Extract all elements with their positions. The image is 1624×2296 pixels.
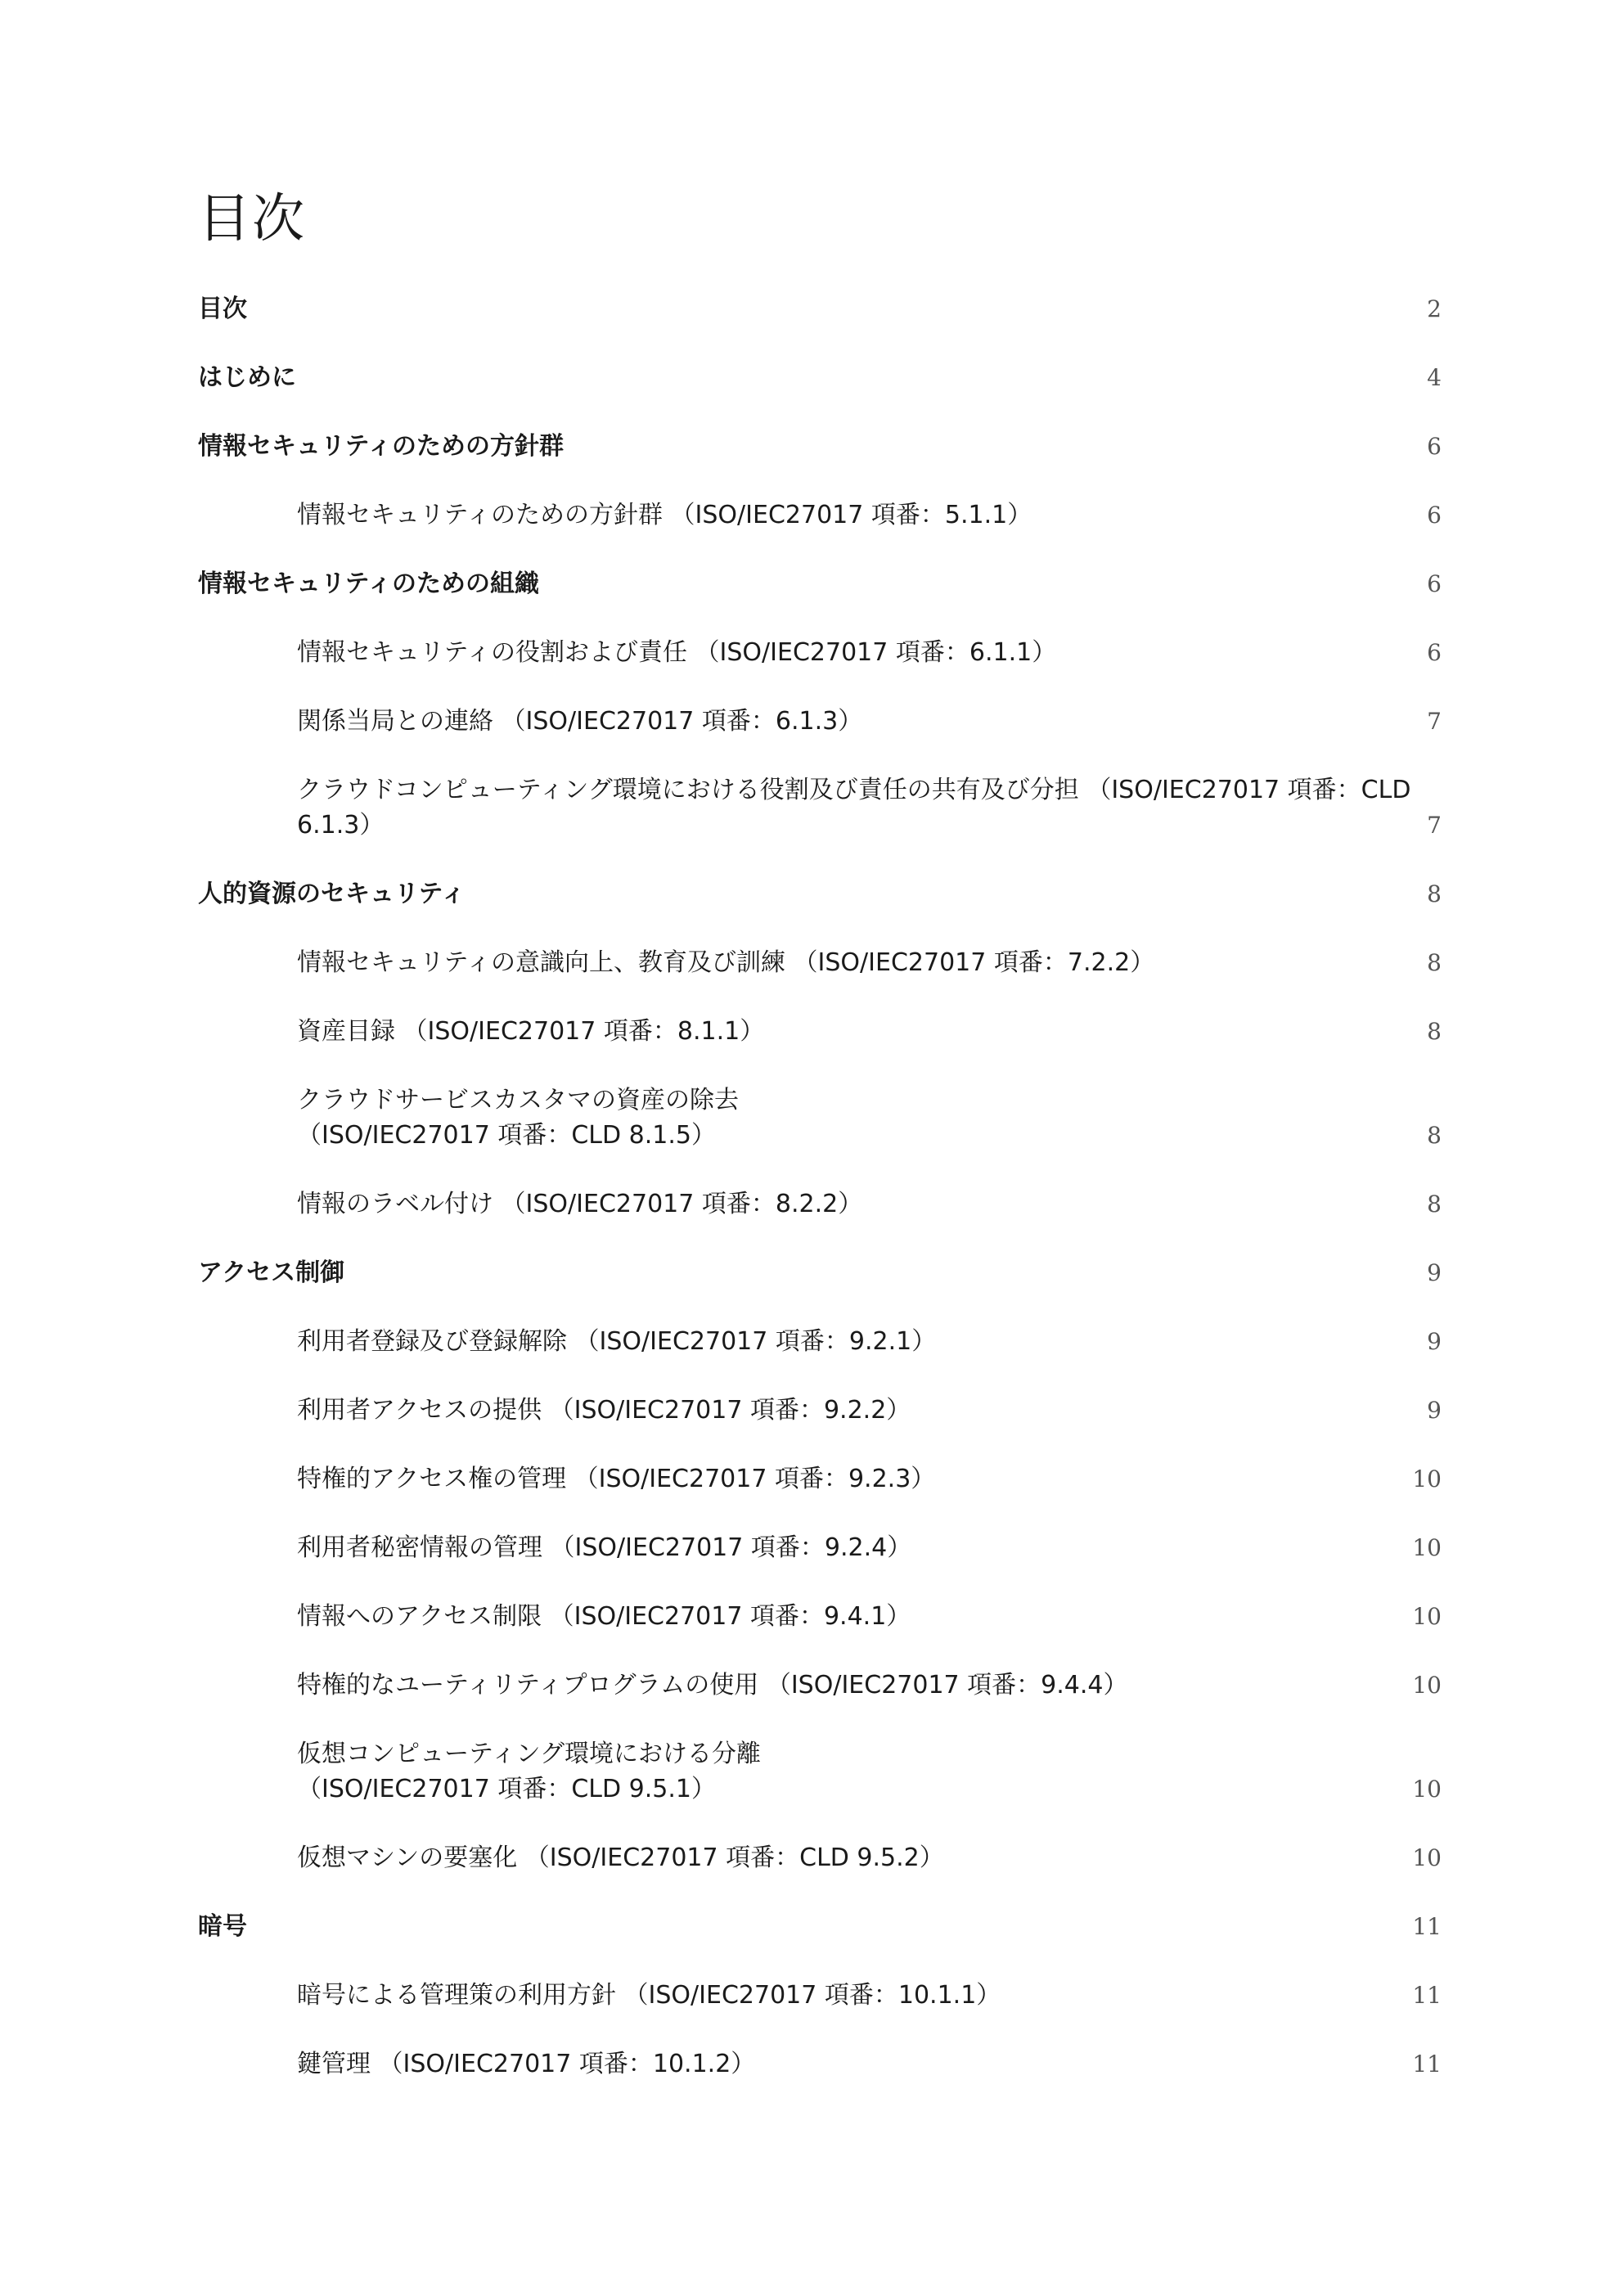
toc-subsection-entry[interactable] [198, 766, 1442, 870]
toc-entry-label[interactable]: 特権的なユーティリティプログラムの使用 （ISO/IEC27017 項番：9.4.4） [297, 1671, 1128, 1699]
toc-page-number: 9 [1427, 1259, 1442, 1286]
toc-subsection-entry[interactable] [198, 1730, 1442, 1834]
toc-entry-label[interactable]: 仮想コンピューティング環境における分離 [297, 1740, 761, 1768]
toc-entry-label[interactable]: はじめに [198, 363, 296, 392]
toc-subsection-entry[interactable] [198, 1076, 1442, 1180]
toc-section-entry[interactable] [198, 1902, 1442, 1971]
toc-subsection-entry[interactable] [198, 1592, 1442, 1661]
toc-page-number: 8 [1427, 880, 1442, 907]
toc-section-entry[interactable] [198, 353, 1442, 422]
toc-page-number: 8 [1427, 949, 1442, 976]
toc-entry-label[interactable]: 暗号による管理策の利用方針 （ISO/IEC27017 項番：10.1.1） [297, 1981, 1001, 2010]
toc-page-number: 8 [1427, 1018, 1442, 1045]
toc-entry-label[interactable]: 仮想マシンの要塞化 （ISO/IEC27017 項番：CLD 9.5.2） [297, 1844, 944, 1872]
toc-subsection-entry[interactable] [198, 1317, 1442, 1386]
toc-entry-label[interactable]: 情報セキュリティの意識向上、教育及び訓練 （ISO/IEC27017 項番：7.2.2） [297, 948, 1155, 977]
toc-subsection-entry[interactable] [198, 1524, 1442, 1592]
toc-page-number: 2 [1427, 295, 1442, 322]
toc-page-number: 10 [1412, 1776, 1442, 1803]
toc-page-number: 6 [1427, 502, 1442, 529]
toc-entry-label[interactable]: 情報セキュリティのための組織 [198, 569, 539, 598]
toc-subsection-entry[interactable] [198, 1661, 1442, 1730]
toc-subsection-entry[interactable] [198, 1834, 1442, 1902]
toc-subsection-entry[interactable] [198, 697, 1442, 766]
toc-subsection-entry[interactable] [198, 939, 1442, 1007]
toc-subsection-entry[interactable] [198, 1455, 1442, 1524]
toc-entry-label[interactable]: 情報セキュリティの役割および責任 （ISO/IEC27017 項番：6.1.1） [297, 638, 1057, 667]
toc-page-number: 6 [1427, 433, 1442, 460]
toc-entry-label[interactable]: 関係当局との連絡 （ISO/IEC27017 項番：6.1.3） [297, 707, 863, 736]
toc-subsection-entry[interactable] [198, 628, 1442, 697]
toc-section-entry[interactable] [198, 870, 1442, 939]
toc-entry-label[interactable]: 利用者アクセスの提供 （ISO/IEC27017 項番：9.2.2） [297, 1396, 911, 1425]
toc-page-number: 6 [1427, 639, 1442, 666]
toc-page-number: 10 [1412, 1603, 1442, 1630]
toc-section-entry[interactable] [198, 560, 1442, 628]
toc-page-number: 11 [1412, 2051, 1442, 2078]
toc-section-entry[interactable] [198, 422, 1442, 491]
toc-page-number: 9 [1427, 1397, 1442, 1424]
toc-subsection-entry[interactable] [198, 1386, 1442, 1455]
table-of-contents [198, 285, 1442, 2109]
toc-entry-label[interactable]: 暗号 [198, 1912, 247, 1941]
toc-subsection-entry[interactable] [198, 2040, 1442, 2109]
toc-entry-label[interactable]: 情報セキュリティのための方針群 （ISO/IEC27017 項番：5.1.1） [297, 501, 1032, 529]
toc-page-number: 10 [1412, 1465, 1442, 1492]
page-title: 目次 [198, 189, 306, 250]
toc-page-number: 11 [1412, 1913, 1442, 1940]
toc-page-number: 10 [1412, 1534, 1442, 1561]
toc-entry-label[interactable]: 資産目録 （ISO/IEC27017 項番：8.1.1） [297, 1017, 765, 1046]
toc-page-number: 7 [1427, 812, 1442, 839]
toc-page-number: 4 [1427, 364, 1442, 391]
toc-entry-label[interactable]: 目次 [198, 295, 247, 323]
toc-entry-label[interactable]: 情報セキュリティのための方針群 [198, 432, 564, 461]
toc-section-entry[interactable] [198, 285, 1442, 353]
toc-entry-label[interactable]: 鍵管理 （ISO/IEC27017 項番：10.1.2） [297, 2050, 756, 2078]
toc-entry-label-continued[interactable]: （ISO/IEC27017 項番：CLD 9.5.1） [297, 1775, 716, 1803]
toc-page-number: 7 [1427, 708, 1442, 735]
toc-entry-label[interactable]: アクセス制御 [198, 1258, 345, 1287]
toc-page-number: 10 [1412, 1844, 1442, 1871]
toc-entry-label[interactable]: クラウドサービスカスタマの資産の除去 [297, 1086, 739, 1114]
toc-page-number: 6 [1427, 570, 1442, 597]
toc-subsection-entry[interactable] [198, 491, 1442, 560]
toc-entry-label[interactable]: クラウドコンピューティング環境における役割及び責任の共有及び分担 （ISO/IEC27017 項番：CLD [297, 776, 1411, 804]
toc-page-number: 8 [1427, 1122, 1442, 1149]
toc-section-entry[interactable] [198, 1249, 1442, 1317]
toc-entry-label-continued[interactable]: （ISO/IEC27017 項番：CLD 8.1.5） [297, 1121, 716, 1150]
toc-page-number: 8 [1427, 1191, 1442, 1218]
toc-subsection-entry[interactable] [198, 1180, 1442, 1249]
toc-page-number: 11 [1412, 1982, 1442, 2009]
toc-subsection-entry[interactable] [198, 1971, 1442, 2040]
toc-entry-label[interactable]: 特権的アクセス権の管理 （ISO/IEC27017 項番：9.2.3） [297, 1465, 936, 1493]
toc-entry-label-continued[interactable]: 6.1.3） [297, 811, 385, 840]
toc-page-number: 9 [1427, 1328, 1442, 1355]
toc-page-number: 10 [1412, 1672, 1442, 1699]
toc-entry-label[interactable]: 利用者登録及び登録解除 （ISO/IEC27017 項番：9.2.1） [297, 1327, 937, 1356]
toc-entry-label[interactable]: 人的資源のセキュリティ [198, 880, 466, 908]
toc-entry-label[interactable]: 情報のラベル付け （ISO/IEC27017 項番：8.2.2） [297, 1190, 863, 1218]
toc-subsection-entry[interactable] [198, 1007, 1442, 1076]
toc-entry-label[interactable]: 情報へのアクセス制限 （ISO/IEC27017 項番：9.4.1） [297, 1602, 911, 1631]
toc-entry-label[interactable]: 利用者秘密情報の管理 （ISO/IEC27017 項番：9.2.4） [297, 1533, 912, 1562]
